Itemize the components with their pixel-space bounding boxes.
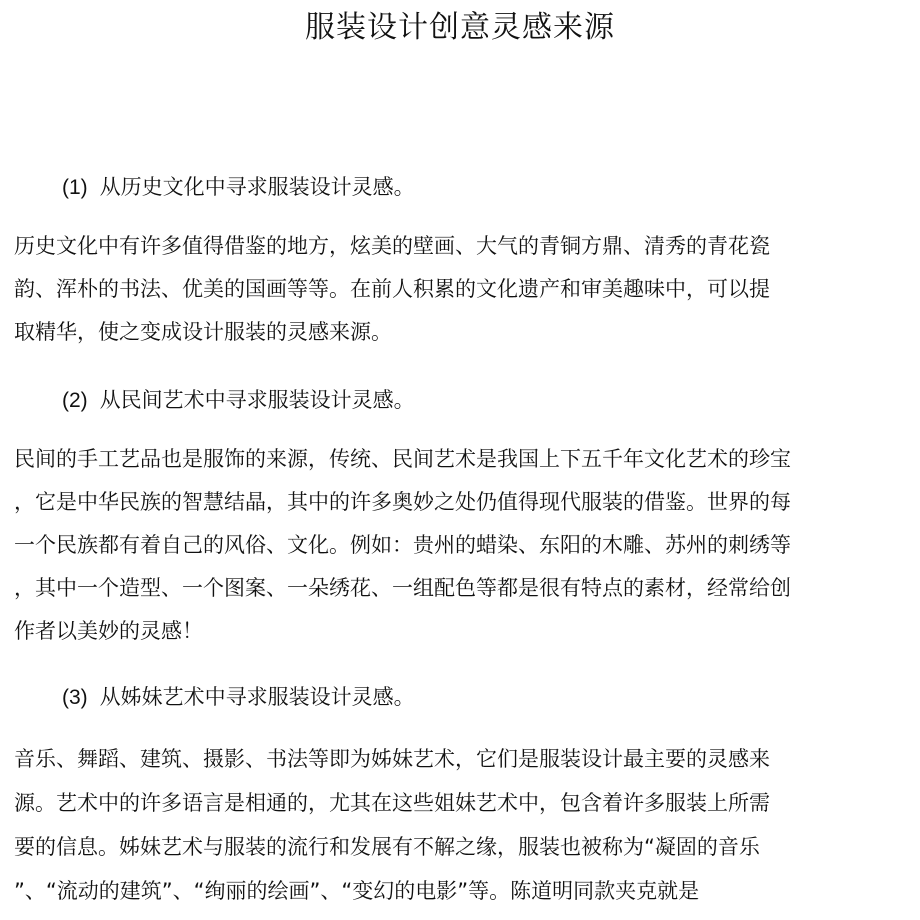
paragraph-line: 要的信息。姊妹艺术与服装的流行和发展有不解之缘，服装也被称为“凝固的音乐 <box>14 835 760 859</box>
section-number: (2) <box>62 389 88 412</box>
section-heading-text: 从历史文化中寻求服装设计灵感。 <box>99 175 415 199</box>
section-paragraph-2 <box>14 438 914 653</box>
section-heading-3 <box>62 682 415 713</box>
paragraph-line: 历史文化中有许多值得借鉴的地方，炫美的壁画、大气的青铜方鼎、清秀的青花瓷 <box>14 234 770 258</box>
document-title: 服装设计创意灵感来源 <box>305 10 615 45</box>
paragraph-line: 一个民族都有着自己的风俗、文化。例如：贵州的蜡染、东阳的木雕、苏州的刺绣等 <box>14 533 791 557</box>
section-number: (1) <box>62 176 88 199</box>
paragraph-line: ”、“流动的建筑”、“绚丽的绘画”、“变幻的电影”等。陈道明同款夹克就是 <box>14 879 700 903</box>
section-paragraph-1 <box>14 225 914 354</box>
paragraph-line: ，其中一个造型、一个图案、一朵绣花、一组配色等都是很有特点的素材，经常给创 <box>14 576 791 600</box>
paragraph-line: ，它是中华民族的智慧结晶，其中的许多奥妙之处仍值得现代服装的借鉴。世界的每 <box>14 490 791 514</box>
paragraph-line: 取精华，使之变成设计服装的灵感来源。 <box>14 320 392 344</box>
paragraph-line: 韵、浑朴的书法、优美的国画等等。在前人积累的文化遗产和审美趣味中，可以提 <box>14 277 770 301</box>
paragraph-line: 民间的手工艺品也是服饰的来源，传统、民间艺术是我国上下五千年文化艺术的珍宝 <box>14 447 791 471</box>
section-paragraph-3 <box>14 737 914 913</box>
section-number: (3) <box>62 686 88 709</box>
section-heading-1 <box>62 172 415 203</box>
paragraph-line: 音乐、舞蹈、建筑、摄影、书法等即为姊妹艺术，它们是服装设计最主要的灵感来 <box>14 747 770 771</box>
section-heading-text: 从姊妹艺术中寻求服装设计灵感。 <box>99 685 415 709</box>
paragraph-line: 作者以美妙的灵感！ <box>14 619 203 643</box>
section-heading-2 <box>62 385 415 416</box>
paragraph-line: 源。艺术中的许多语言是相通的，尤其在这些姐妹艺术中，包含着许多服装上所需 <box>14 791 770 815</box>
section-heading-text: 从民间艺术中寻求服装设计灵感。 <box>99 388 415 412</box>
